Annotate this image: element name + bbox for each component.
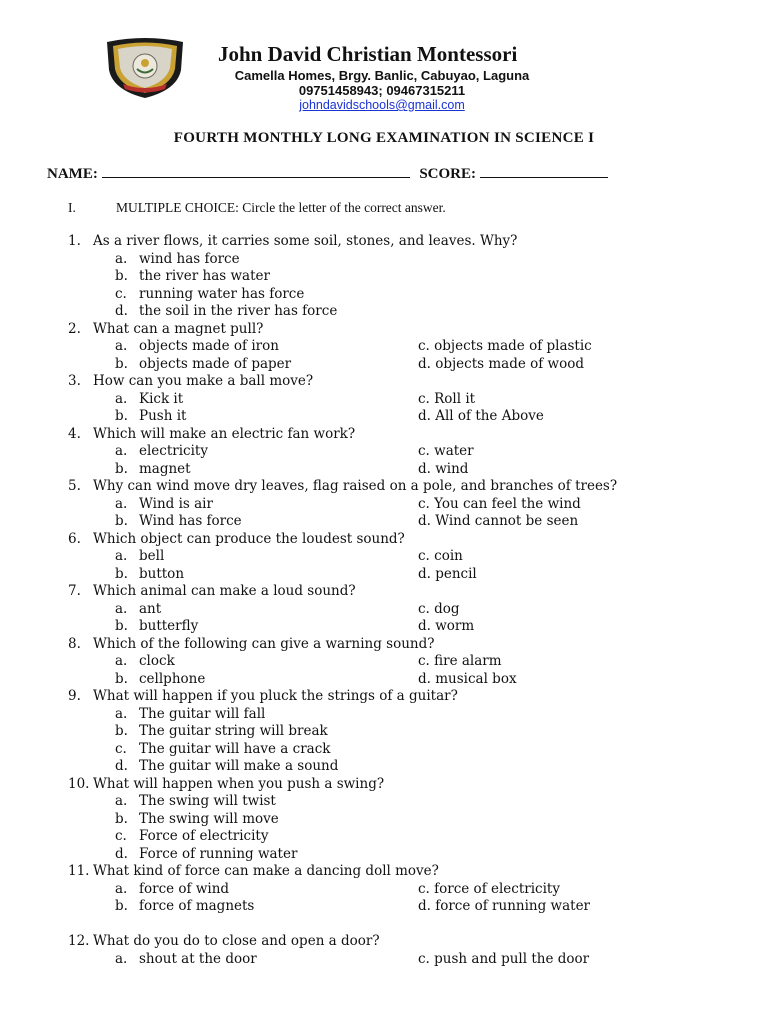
option-text-right[interactable]: c. objects made of plastic <box>418 338 592 354</box>
option-text-right[interactable]: c. You can feel the wind <box>418 495 581 512</box>
question-text: Which object can produce the loudest sound? <box>93 530 405 547</box>
option-letter[interactable]: a. <box>115 793 128 809</box>
option-text: shout at the door <box>139 950 257 967</box>
question-number: 4. <box>68 425 81 442</box>
option-text: The guitar string will break <box>139 723 328 739</box>
option-letter[interactable]: a. <box>115 600 128 617</box>
answer-option <box>0 793 768 811</box>
question-8 <box>0 636 768 654</box>
question-number: 10. <box>68 775 90 792</box>
question-9 <box>0 688 768 706</box>
question-5 <box>0 478 768 496</box>
option-text: The guitar will make a sound <box>139 758 339 774</box>
question-text: As a river flows, it carries some soil, stones, and leaves. Why? <box>93 233 518 249</box>
question-text: What will happen when you push a swing? <box>93 775 385 792</box>
question-number: 3. <box>68 373 81 389</box>
answer-option <box>0 758 768 776</box>
option-text-right[interactable]: d. wind <box>418 460 469 477</box>
answer-option-row <box>0 951 768 969</box>
option-letter[interactable]: c. <box>115 285 127 302</box>
option-text-right[interactable]: c. fire alarm <box>418 653 502 669</box>
option-text: The guitar will fall <box>139 705 266 722</box>
answer-option-row <box>0 443 768 461</box>
option-text: Kick it <box>139 390 184 407</box>
answer-option-row <box>0 601 768 619</box>
question-1 <box>0 233 768 251</box>
option-text-right[interactable]: c. coin <box>418 548 463 564</box>
answer-option-row <box>0 618 768 636</box>
option-text: butterfly <box>139 618 199 634</box>
option-text: Push it <box>139 408 187 424</box>
option-text: the river has water <box>139 268 270 284</box>
question-3 <box>0 373 768 391</box>
name-label: NAME: <box>47 166 98 182</box>
option-text-right[interactable]: d. All of the Above <box>418 408 544 424</box>
answer-option-row <box>0 566 768 584</box>
answer-option-row <box>0 513 768 531</box>
score-label: SCORE: <box>419 166 477 182</box>
answer-option-row <box>0 671 768 689</box>
option-letter[interactable]: d. <box>115 758 128 774</box>
question-text: Why can wind move dry leaves, flag raised on a pole, and branches of trees? <box>93 478 618 494</box>
school-phones: 09751458943; 09467315211 <box>298 83 466 98</box>
option-letter[interactable]: d. <box>115 845 128 862</box>
option-text: clock <box>139 653 175 669</box>
option-text: bell <box>139 548 165 564</box>
option-letter[interactable]: a. <box>115 390 128 407</box>
answer-option <box>0 723 768 741</box>
school-email-link[interactable]: johndavidschools@gmail.com <box>299 98 465 112</box>
option-text: The guitar will have a crack <box>139 740 331 757</box>
option-text-right[interactable]: c. push and pull the door <box>418 950 590 967</box>
answer-option-row <box>0 881 768 899</box>
question-text: Which animal can make a loud sound? <box>93 583 356 599</box>
option-letter[interactable]: c. <box>115 828 127 844</box>
question-2 <box>0 321 768 339</box>
option-letter[interactable]: b. <box>115 460 128 477</box>
option-text: electricity <box>139 443 208 459</box>
option-text: force of magnets <box>139 898 255 914</box>
question-number: 2. <box>68 320 81 337</box>
option-letter[interactable]: a. <box>115 338 128 354</box>
answer-option-row <box>0 356 768 374</box>
question-number: 9. <box>68 688 81 704</box>
question-text: What will happen if you pluck the strings of a guitar? <box>93 688 458 704</box>
option-letter[interactable]: b. <box>115 355 128 372</box>
school-address: Camella Homes, Brgy. Banlic, Cabuyao, Laguna <box>234 68 530 83</box>
option-text-right[interactable]: d. worm <box>418 618 475 634</box>
option-text: wind has force <box>139 250 240 267</box>
option-text: Wind has force <box>139 513 242 529</box>
school-logo <box>103 36 187 100</box>
option-letter[interactable]: a. <box>115 950 128 967</box>
option-text-right[interactable]: d. musical box <box>418 670 517 687</box>
option-letter[interactable]: c. <box>115 740 127 757</box>
answer-option-row <box>0 338 768 356</box>
option-text-right[interactable]: c. force of electricity <box>418 880 560 897</box>
answer-option-row <box>0 461 768 479</box>
question-text: What can a magnet pull? <box>93 320 264 337</box>
option-text: running water has force <box>139 285 305 302</box>
answer-option <box>0 268 768 286</box>
option-letter[interactable]: a. <box>115 250 128 267</box>
option-letter[interactable]: b. <box>115 618 128 634</box>
question-number: 7. <box>68 583 81 599</box>
question-7 <box>0 583 768 601</box>
question-list <box>0 233 768 968</box>
name-score-row <box>47 164 608 183</box>
option-text: force of wind <box>139 880 230 897</box>
question-11 <box>0 863 768 881</box>
option-letter[interactable]: b. <box>115 513 128 529</box>
question-10 <box>0 776 768 794</box>
school-crest-icon <box>103 36 187 100</box>
section-numeral: I. <box>68 200 76 215</box>
option-letter[interactable]: b. <box>115 810 128 827</box>
option-text-right[interactable]: c. Roll it <box>418 390 476 407</box>
option-text: Force of electricity <box>139 828 269 844</box>
answer-option <box>0 811 768 829</box>
option-letter[interactable]: b. <box>115 898 128 914</box>
option-text: The swing will move <box>139 810 279 827</box>
question-text: Which will make an electric fan work? <box>93 425 356 442</box>
question-number: 11. <box>68 863 90 879</box>
answer-option-row <box>0 408 768 426</box>
question-text: How can you make a ball move? <box>93 373 314 389</box>
school-name: John David Christian Montessori <box>218 42 518 66</box>
option-text: ant <box>139 600 162 617</box>
option-letter[interactable]: b. <box>115 565 128 582</box>
option-letter[interactable]: a. <box>115 705 128 722</box>
answer-option-row <box>0 653 768 671</box>
question-number: 1. <box>68 233 81 249</box>
answer-option <box>0 286 768 304</box>
answer-option <box>0 846 768 864</box>
option-text-right[interactable]: d. Wind cannot be seen <box>418 513 579 529</box>
answer-option-row <box>0 548 768 566</box>
option-text: the soil in the river has force <box>139 303 338 319</box>
option-letter[interactable]: b. <box>115 723 128 739</box>
option-letter[interactable]: a. <box>115 548 128 564</box>
answer-option <box>0 303 768 321</box>
option-letter[interactable]: a. <box>115 880 128 897</box>
answer-option <box>0 828 768 846</box>
option-letter[interactable]: a. <box>115 443 128 459</box>
option-text: button <box>139 565 185 582</box>
option-text: objects made of iron <box>139 338 279 354</box>
question-text: Which of the following can give a warning sound? <box>93 635 435 652</box>
option-text: magnet <box>139 460 191 477</box>
option-letter[interactable]: b. <box>115 670 128 687</box>
question-text: What kind of force can make a dancing doll move? <box>93 863 439 879</box>
option-text-right[interactable]: d. pencil <box>418 565 477 582</box>
option-text-right[interactable]: d. objects made of wood <box>418 355 585 372</box>
option-text: Force of running water <box>139 845 298 862</box>
score-blank[interactable] <box>480 164 608 178</box>
spacer <box>0 916 768 934</box>
question-6 <box>0 531 768 549</box>
name-blank[interactable] <box>102 164 410 178</box>
section-instruction: MULTIPLE CHOICE: Circle the letter of the correct answer. <box>116 200 446 215</box>
answer-option-row <box>0 391 768 409</box>
question-number: 8. <box>68 635 81 652</box>
question-text: What do you do to close and open a door? <box>93 933 380 949</box>
option-text: Wind is air <box>139 495 213 512</box>
option-letter[interactable]: a. <box>115 653 128 669</box>
answer-option <box>0 251 768 269</box>
option-text-right[interactable]: c. dog <box>418 600 460 617</box>
question-12 <box>0 933 768 951</box>
option-letter[interactable]: a. <box>115 495 128 512</box>
option-text: objects made of paper <box>139 355 292 372</box>
option-letter[interactable]: b. <box>115 408 128 424</box>
option-text: cellphone <box>139 670 206 687</box>
question-number: 5. <box>68 478 81 494</box>
answer-option-row <box>0 898 768 916</box>
option-letter[interactable]: d. <box>115 303 128 319</box>
question-number: 6. <box>68 530 81 547</box>
answer-option-row <box>0 496 768 514</box>
option-text-right[interactable]: c. water <box>418 443 474 459</box>
answer-option <box>0 706 768 724</box>
option-text-right[interactable]: d. force of running water <box>418 898 591 914</box>
option-text: The swing will twist <box>139 793 276 809</box>
question-number: 12. <box>68 933 90 949</box>
exam-title: FOURTH MONTHLY LONG EXAMINATION IN SCIENCE I <box>173 130 595 146</box>
option-letter[interactable]: b. <box>115 268 128 284</box>
question-4 <box>0 426 768 444</box>
answer-option <box>0 741 768 759</box>
